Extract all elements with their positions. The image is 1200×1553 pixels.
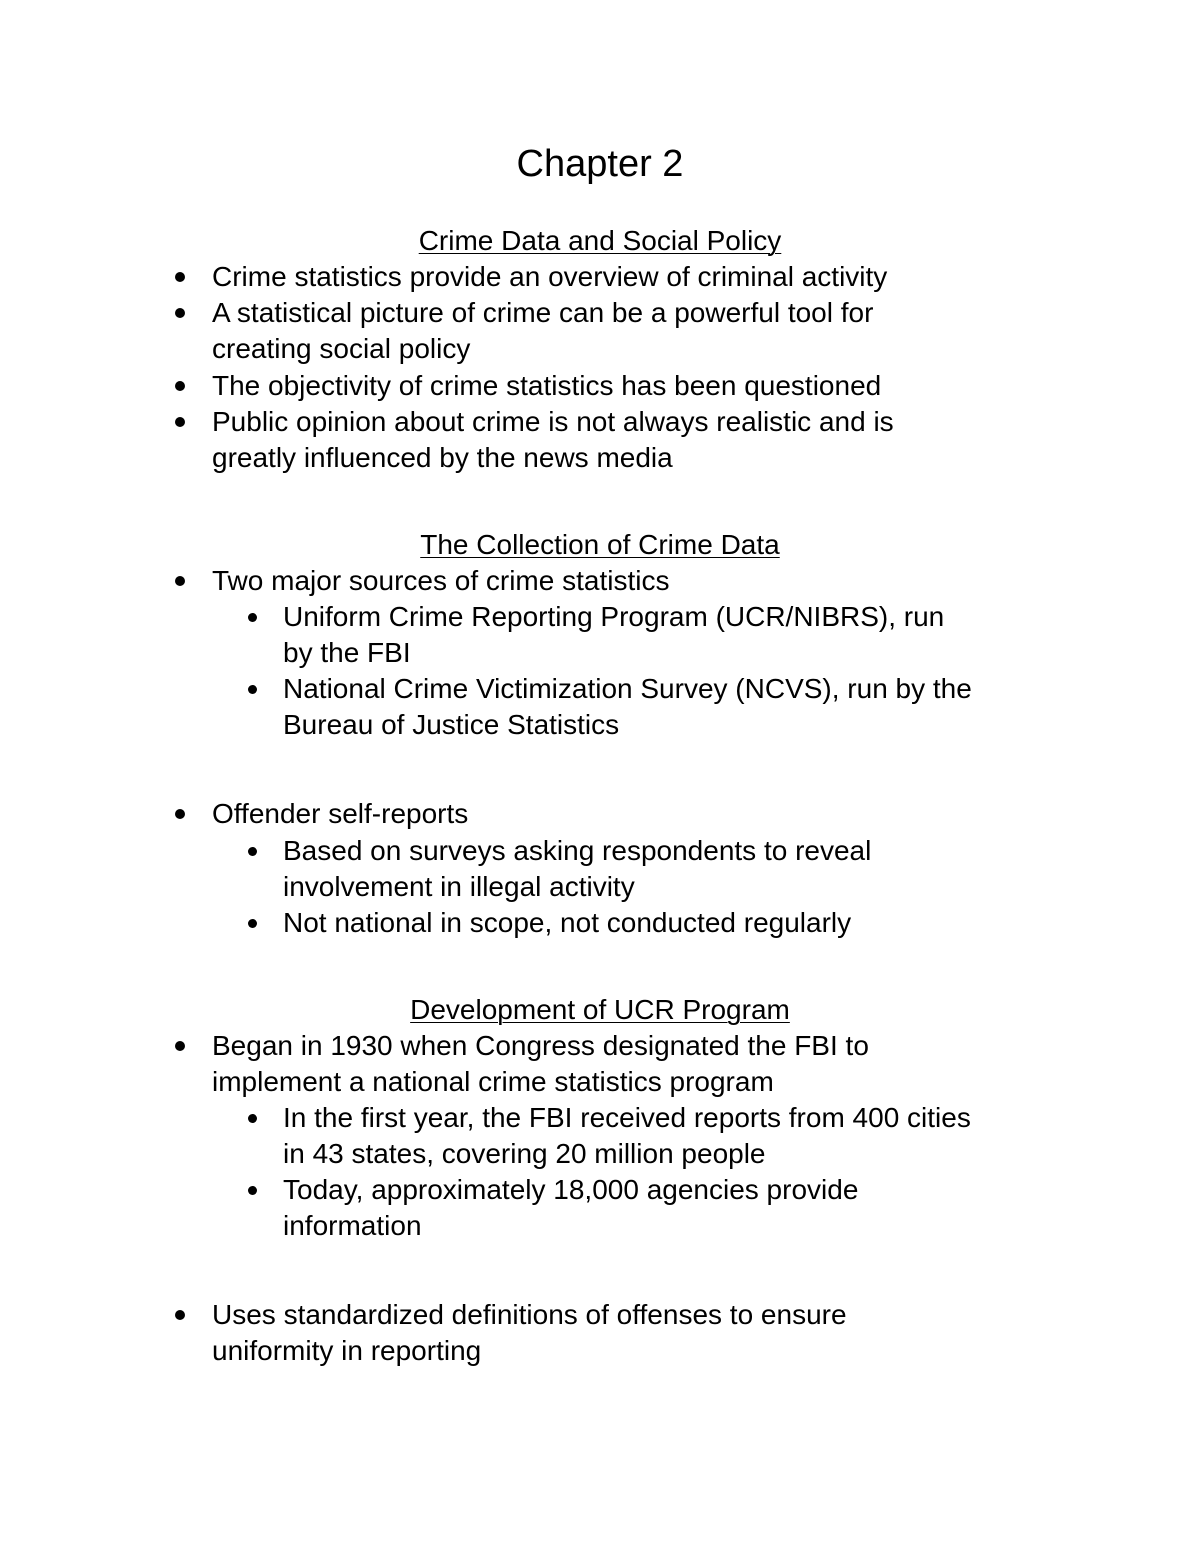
bullet-item <box>212 563 669 599</box>
bullet-icon <box>175 576 185 586</box>
bullet-text-line: uniformity in reporting <box>212 1335 482 1367</box>
sub-bullet-item <box>283 599 944 672</box>
bullet-text-line: by the FBI <box>283 637 411 669</box>
bullet-icon <box>175 809 185 819</box>
bullet-item <box>212 796 468 832</box>
bullet-icon <box>248 685 257 694</box>
bullet-text-line: Not national in scope, not conducted regularly <box>283 907 852 938</box>
sub-bullet-item <box>283 1100 971 1173</box>
section-heading-collection-crime-data: The Collection of Crime Data <box>420 529 780 560</box>
bullet-text-line: implement a national crime statistics program <box>212 1066 774 1098</box>
bullet-text-line: Based on surveys asking respondents to reveal <box>283 835 872 866</box>
bullet-text-line: Bureau of Justice Statistics <box>283 709 620 741</box>
bullet-icon <box>175 272 185 282</box>
sub-bullet-item <box>283 671 972 744</box>
bullet-text-line: in 43 states, covering 20 million people <box>283 1138 766 1170</box>
bullet-text-line: The objectivity of crime statistics has been questioned <box>212 370 882 401</box>
bullet-text-line: Began in 1930 when Congress designated the FBI to <box>212 1030 869 1061</box>
sub-bullet-item <box>283 905 851 941</box>
bullet-icon <box>175 1310 185 1320</box>
bullet-item <box>212 1028 869 1101</box>
bullet-text-line: Crime statistics provide an overview of criminal activity <box>212 261 888 292</box>
bullet-icon <box>248 613 257 622</box>
bullet-item <box>212 368 881 404</box>
bullet-text-line: creating social policy <box>212 333 471 365</box>
bullet-item <box>212 404 894 477</box>
bullet-text-line: National Crime Victimization Survey (NCVS), run by the <box>283 673 972 704</box>
section-heading-development-ucr: Development of UCR Program <box>410 994 790 1025</box>
bullet-text-line: Public opinion about crime is not always realistic and is <box>212 406 894 437</box>
bullet-item <box>212 1297 847 1370</box>
bullet-item <box>212 259 887 295</box>
bullet-icon <box>175 381 185 391</box>
section-heading-crime-data-social-policy: Crime Data and Social Policy <box>418 225 782 256</box>
bullet-text-line: involvement in illegal activity <box>283 871 635 903</box>
bullet-text-line: Uses standardized definitions of offenses to ensure <box>212 1299 847 1330</box>
bullet-icon <box>175 308 185 318</box>
bullet-text-line: Offender self-reports <box>212 798 469 829</box>
bullet-text-line: Two major sources of crime statistics <box>212 565 670 596</box>
sub-bullet-item <box>283 833 871 906</box>
bullet-text-line: Today, approximately 18,000 agencies provide <box>283 1174 859 1205</box>
bullet-icon <box>175 1041 185 1051</box>
bullet-icon <box>248 1186 257 1195</box>
bullet-icon <box>248 847 257 856</box>
bullet-icon <box>248 919 257 928</box>
sub-bullet-item <box>283 1172 858 1245</box>
bullet-icon <box>175 417 185 427</box>
bullet-icon <box>248 1114 257 1123</box>
bullet-item <box>212 295 873 368</box>
bullet-text-line: greatly influenced by the news media <box>212 442 673 474</box>
bullet-text-line: information <box>283 1210 422 1242</box>
page-title: Chapter 2 <box>516 143 684 185</box>
bullet-text-line: Uniform Crime Reporting Program (UCR/NIBRS), run <box>283 601 945 632</box>
bullet-text-line: A statistical picture of crime can be a powerful tool for <box>212 297 874 328</box>
bullet-text-line: In the first year, the FBI received reports from 400 cities <box>283 1102 971 1133</box>
